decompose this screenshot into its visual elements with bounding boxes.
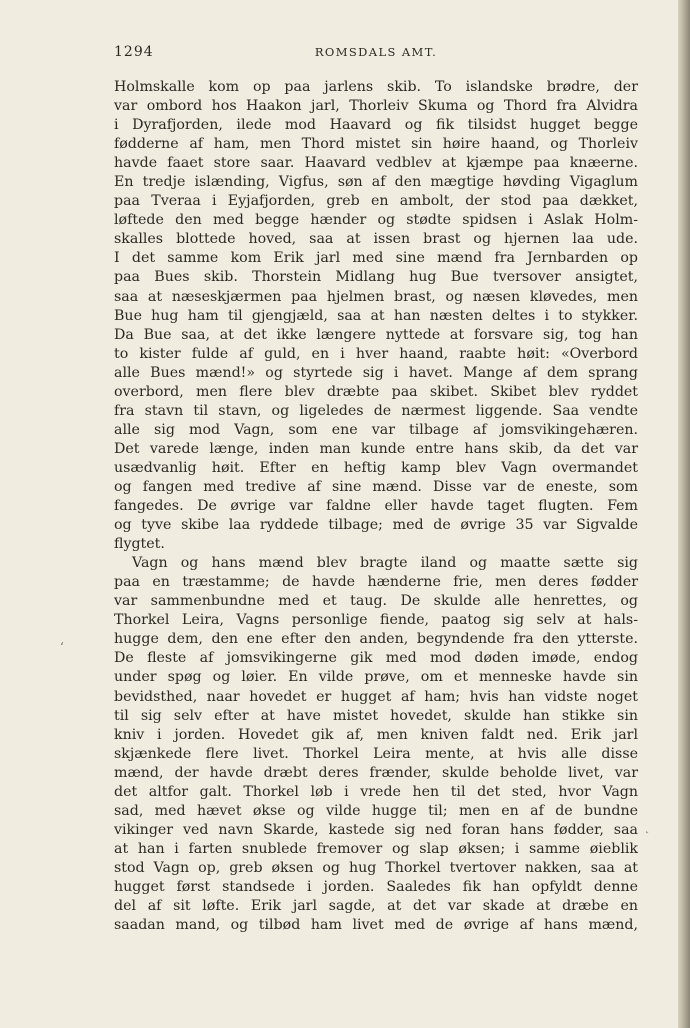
text-line: og tyve skibe laa ryddede tilbage; med de øvrige 35 var Sigvalde (114, 517, 638, 534)
running-head: ROMSDALS AMT. (314, 45, 438, 59)
text-line: alle sig mod Vagn, som ene var tilbage af jomsvikingehæren. (114, 421, 638, 438)
paragraph (114, 554, 638, 935)
text-line: Vagn og hans mænd blev bragte iland og maatte sætte sig (132, 555, 638, 572)
text-line: under spøg og løier. En vilde prøve, om et menneske havde sin (114, 669, 638, 686)
text-line: skalles blottede hoved, saa at issen brast og hjernen laa ude. (114, 231, 638, 248)
text-line: bevidsthed, naar hovedet er hugget af ham; hvis han vidste noget (114, 688, 638, 705)
text-line: paa Tveraa i Eyjafjorden, greb en ambolt, der stod paa dækket, (114, 193, 638, 210)
text-line: del af sit løfte. Erik jarl sagde, at det var skade at dræbe en (114, 898, 638, 915)
text-line: saa at næseskjærmen paa hjelmen brast, og næsen kløvedes, men (114, 288, 638, 305)
text-line: De fleste af jomsvikingerne gik med mod døden imøde, endog (114, 650, 638, 667)
text-line: vikinger ved navn Skarde, kastede sig ned foran hans fødder, saa (114, 821, 638, 838)
text-line: var ombord hos Haakon jarl, Thorleiv Skuma og Thord fra Alvidra (114, 98, 638, 115)
text-line: i Dyrafjorden, ilede mod Haavard og fik tilsidst hugget begge (114, 117, 638, 134)
text-line: hugge dem, den ene efter den anden, begyndende fra den ytterste. (114, 631, 638, 648)
text-line: til sig selv efter at have mistet hovedet, skulde han stikke sin (114, 707, 638, 724)
text-line: overbord, men flere blev dræbte paa skibet. Skibet blev ryddet (114, 383, 638, 400)
text-line: hugget først standsede i jorden. Saaledes fik han opfyldt denne (114, 878, 638, 895)
text-line: fangedes. De øvrige var faldne eller havde taget flugten. Fem (114, 498, 638, 515)
page-header (114, 44, 638, 64)
text-line: Det varede længe, inden man kunde entre hans skib, da det var (114, 440, 638, 457)
text-line: fødderne af ham, men Thord mistet sin høire haand, og Thorleiv (114, 136, 638, 153)
text-line: skjænkede flere livet. Thorkel Leira mente, at hvis alle disse (114, 745, 638, 762)
text-line: I det samme kom Erik jarl med sine mænd fra Jernbarden op (114, 250, 638, 267)
text-line: at han i farten snublede fremover og slap øksen; i samme øieblik (114, 840, 638, 857)
text-line: Da Bue saa, at det ikke længere nyttede at forsvare sig, tog han (114, 326, 638, 343)
text-line: En tredje islænding, Vigfus, søn af den mægtige høvding Vigaglum (114, 174, 638, 191)
text-line: mænd, der havde dræbt deres frænder, skulde beholde livet, var (114, 764, 638, 781)
text-line: var sammenbundne med et taug. De skulde alle henrettes, og (114, 593, 638, 610)
page-edge (678, 0, 690, 1028)
text-line: havde faaet store saar. Haavard vedblev at kjæmpe paa knæerne. (114, 155, 638, 172)
body-text (114, 78, 638, 935)
text-line: to kister fulde af guld, en i hver haand, raabte høit: «Overbord (114, 345, 638, 362)
text-line: saadan mand, og tilbød ham livet med de øvrige af hans mænd, (114, 917, 638, 934)
text-line: paa Bues skib. Thorstein Midlang hug Bue tversover ansigtet, (114, 269, 638, 286)
text-line: usædvanlig høit. Efter en heftig kamp blev Vagn overmandet (114, 459, 638, 476)
text-line: løftede den med begge hænder og stødte spidsen i Aslak Holm- (114, 212, 638, 229)
text-line: stod Vagn op, greb øksen og hug Thorkel tvertover nakken, saa at (114, 859, 638, 876)
text-line: kniv i jorden. Hovedet gik af, men kniven faldt ned. Erik jarl (114, 726, 638, 743)
text-line: Thorkel Leira, Vagns personlige fiende, paatog sig selv at hals- (114, 612, 638, 629)
text-line: paa en træstamme; de havde hænderne frie, men deres fødder (114, 574, 638, 591)
text-line: sad, med hævet økse og vilde hugge til; men en af de bundne (114, 802, 638, 819)
text-line: det altfor galt. Thorkel løb i vrede hen til det sted, hvor Vagn (114, 783, 638, 800)
text-line: Bue hug ham til gjengjæld, saa at han næsten deltes i to stykker. (114, 307, 638, 324)
margin-mark-right: ˛ (644, 820, 650, 834)
text-line: alle Bues mænd!» og styrtede sig i havet. Mange af dem sprang (114, 364, 638, 381)
margin-mark: ‘ (60, 640, 64, 654)
page-number: 1294 (114, 44, 154, 60)
text-line: flygtet. (114, 536, 165, 553)
text-line: Holmskalle kom op paa jarlens skib. To islandske brødre, der (114, 79, 638, 95)
text-line: fra stavn til stavn, og ligeledes de nærmest liggende. Saa vendte (114, 402, 638, 419)
text-line: og fangen med tredive af sine mænd. Disse var de eneste, som (114, 478, 638, 495)
paragraph (114, 78, 638, 554)
